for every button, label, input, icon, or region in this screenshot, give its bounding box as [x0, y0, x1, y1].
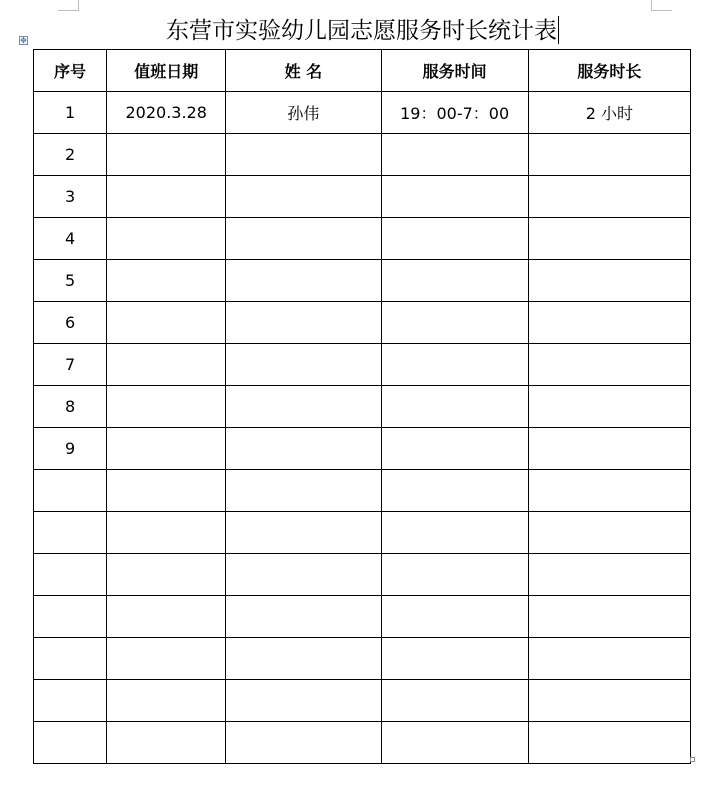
cell-duration[interactable] — [528, 176, 690, 218]
cell-duration[interactable] — [528, 260, 690, 302]
cell-date[interactable] — [107, 302, 226, 344]
cell-time[interactable] — [381, 344, 528, 386]
cell-name[interactable] — [226, 638, 381, 680]
table-row — [34, 638, 691, 680]
cell-time[interactable] — [381, 134, 528, 176]
cell-date[interactable] — [107, 344, 226, 386]
table-row — [34, 386, 691, 428]
cell-duration[interactable] — [528, 512, 690, 554]
cell-date[interactable] — [107, 680, 226, 722]
cell-seq[interactable]: 7 — [34, 344, 107, 386]
cell-name[interactable]: 孙伟 — [226, 92, 381, 134]
cell-time[interactable] — [381, 722, 528, 764]
cell-name[interactable] — [226, 680, 381, 722]
cell-time[interactable] — [381, 218, 528, 260]
header-seq[interactable]: 序号 — [34, 50, 107, 92]
cell-time[interactable] — [381, 260, 528, 302]
cell-duration[interactable] — [528, 218, 690, 260]
cell-name[interactable] — [226, 554, 381, 596]
cell-name[interactable] — [226, 134, 381, 176]
cell-name[interactable] — [226, 386, 381, 428]
document-title-text: 东营市实验幼儿园志愿服务时长统计表 — [166, 18, 557, 44]
cell-seq[interactable] — [34, 512, 107, 554]
service-hours-table — [33, 49, 691, 764]
cell-seq[interactable]: 2 — [34, 134, 107, 176]
cell-date[interactable]: 2020.3.28 — [107, 92, 226, 134]
cell-name[interactable] — [226, 176, 381, 218]
page-corner-mark-left — [58, 0, 79, 11]
cell-seq[interactable] — [34, 638, 107, 680]
cell-date[interactable] — [107, 386, 226, 428]
cell-seq[interactable]: 9 — [34, 428, 107, 470]
cell-date[interactable] — [107, 428, 226, 470]
cell-date[interactable] — [107, 218, 226, 260]
cell-seq[interactable]: 4 — [34, 218, 107, 260]
table-header-row — [34, 50, 691, 92]
cell-seq[interactable] — [34, 596, 107, 638]
header-date[interactable]: 值班日期 — [107, 50, 226, 92]
cell-duration[interactable] — [528, 596, 690, 638]
cell-time[interactable] — [381, 596, 528, 638]
cell-time[interactable] — [381, 512, 528, 554]
cell-time[interactable] — [381, 638, 528, 680]
table-row — [34, 722, 691, 764]
cell-name[interactable] — [226, 260, 381, 302]
cell-date[interactable] — [107, 722, 226, 764]
cell-duration[interactable] — [528, 134, 690, 176]
cell-name[interactable] — [226, 428, 381, 470]
cell-date[interactable] — [107, 134, 226, 176]
table-row — [34, 92, 691, 134]
cell-seq[interactable]: 3 — [34, 176, 107, 218]
cell-time[interactable] — [381, 428, 528, 470]
cell-time[interactable] — [381, 302, 528, 344]
cell-name[interactable] — [226, 512, 381, 554]
cell-duration[interactable]: 2 小时 — [528, 92, 690, 134]
table-row — [34, 470, 691, 512]
cell-seq[interactable]: 1 — [34, 92, 107, 134]
header-time[interactable]: 服务时间 — [381, 50, 528, 92]
cell-duration[interactable] — [528, 680, 690, 722]
cell-date[interactable] — [107, 176, 226, 218]
cell-date[interactable] — [107, 596, 226, 638]
cell-seq[interactable]: 6 — [34, 302, 107, 344]
cell-duration[interactable] — [528, 554, 690, 596]
cell-name[interactable] — [226, 344, 381, 386]
page-corner-mark-right — [651, 0, 672, 11]
cell-duration[interactable] — [528, 638, 690, 680]
cell-duration[interactable] — [528, 344, 690, 386]
cell-seq[interactable] — [34, 722, 107, 764]
cell-duration[interactable] — [528, 428, 690, 470]
table-row — [34, 134, 691, 176]
cell-name[interactable] — [226, 218, 381, 260]
table-row — [34, 428, 691, 470]
cell-time[interactable] — [381, 680, 528, 722]
cell-duration[interactable] — [528, 302, 690, 344]
document-title[interactable] — [0, 14, 725, 48]
header-duration[interactable]: 服务时长 — [528, 50, 690, 92]
cell-duration[interactable] — [528, 470, 690, 512]
table-row — [34, 680, 691, 722]
cell-date[interactable] — [107, 470, 226, 512]
cell-date[interactable] — [107, 260, 226, 302]
cell-date[interactable] — [107, 554, 226, 596]
cell-time[interactable] — [381, 386, 528, 428]
cell-name[interactable] — [226, 470, 381, 512]
cell-date[interactable] — [107, 638, 226, 680]
table-row — [34, 260, 691, 302]
cell-seq[interactable]: 8 — [34, 386, 107, 428]
cell-name[interactable] — [226, 302, 381, 344]
table-row — [34, 218, 691, 260]
table-row — [34, 596, 691, 638]
cell-duration[interactable] — [528, 386, 690, 428]
table-row — [34, 176, 691, 218]
cell-name[interactable] — [226, 596, 381, 638]
cell-seq[interactable]: 5 — [34, 260, 107, 302]
cell-time[interactable] — [381, 554, 528, 596]
cell-time[interactable] — [381, 176, 528, 218]
header-name[interactable]: 姓 名 — [226, 50, 381, 92]
cell-time[interactable] — [381, 470, 528, 512]
cell-duration[interactable] — [528, 722, 690, 764]
text-cursor — [558, 16, 559, 44]
table-row — [34, 554, 691, 596]
table-row — [34, 512, 691, 554]
cell-date[interactable] — [107, 512, 226, 554]
cell-name[interactable] — [226, 722, 381, 764]
table-resize-handle[interactable] — [690, 757, 695, 762]
table-move-handle-icon[interactable]: ✥ — [20, 36, 27, 45]
cell-seq[interactable] — [34, 680, 107, 722]
cell-seq[interactable] — [34, 470, 107, 512]
cell-time[interactable]: 19：00-7：00 — [381, 92, 528, 134]
table-row — [34, 344, 691, 386]
table-row — [34, 302, 691, 344]
cell-seq[interactable] — [34, 554, 107, 596]
